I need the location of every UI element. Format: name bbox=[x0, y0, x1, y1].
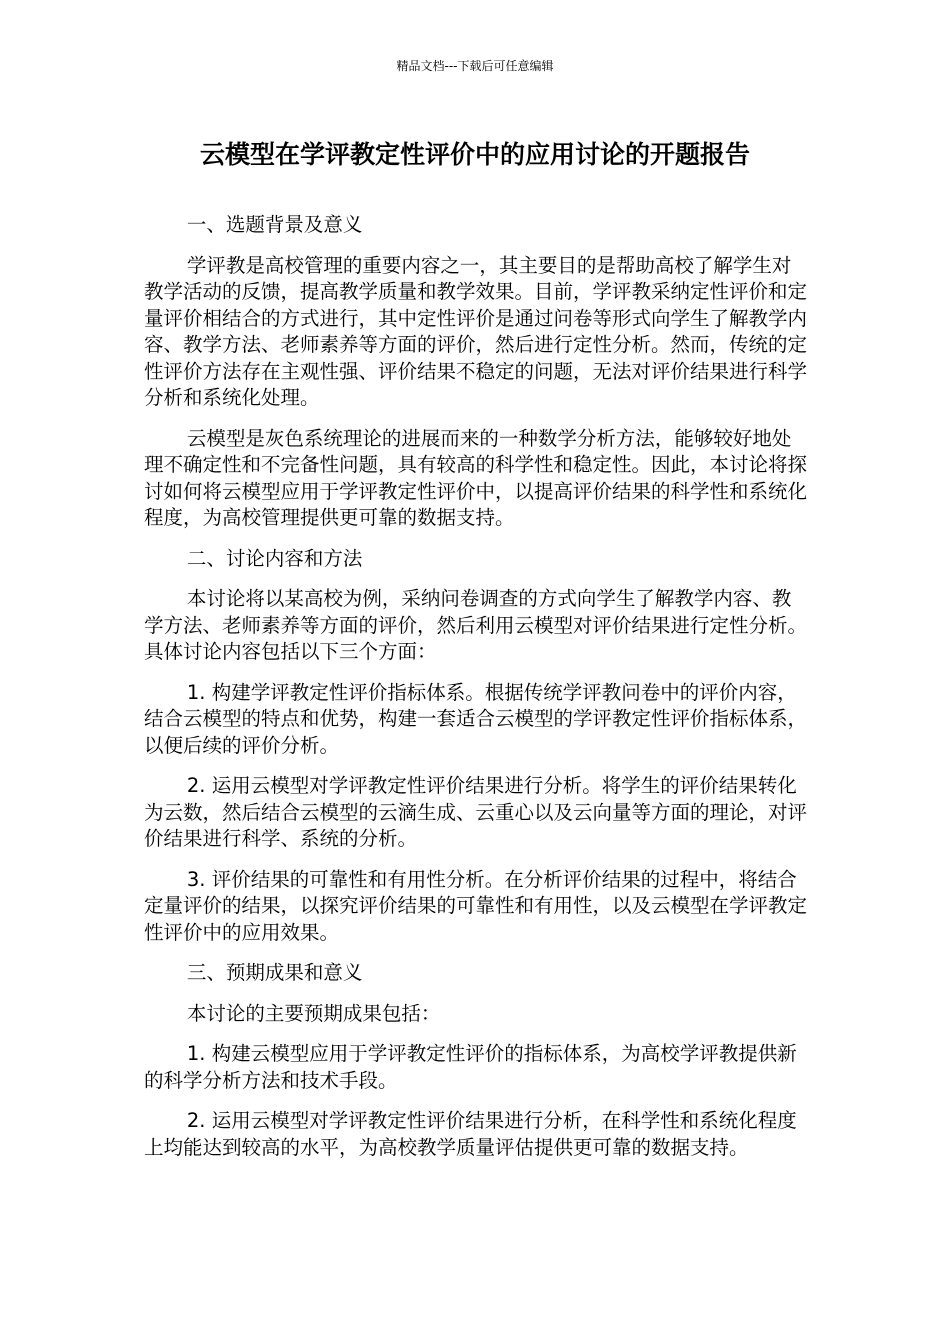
document-body bbox=[144, 212, 808, 1175]
paragraph-background-1: 学评教是高校管理的重要内容之一，其主要目的是帮助高校了解学生对教学活动的反馈，提高教学质量和教学效果。目前，学评教采纳定性评价和定量评价相结合的方式进行，其中定性评价是通过问卷等形式向学生了解教学内容、教学方法、老师素养等方面的评价，然后进行定性分析。然而，传统的定性评价方法存在主观性强、评价结果不稳定的问题，无法对评价结果进行科学分析和系统化处理。 bbox=[144, 253, 808, 409]
paragraph-background-2: 云模型是灰色系统理论的进展而来的一种数学分析方法，能够较好地处理不确定性和不完备性问题，具有较高的科学性和稳定性。因此，本讨论将探讨如何将云模型应用于学评教定性评价中，以提高评价结果的科学性和系统化程度，为高校管理提供更可靠的数据支持。 bbox=[144, 426, 808, 529]
document-title: 云模型在学评教定性评价中的应用讨论的开题报告 bbox=[199, 140, 750, 169]
paragraph-content-intro: 本讨论将以某高校为例，采纳问卷调查的方式向学生了解教学内容、教学方法、老师素养等方面的评价，然后利用云模型对评价结果进行定性分析。具体讨论内容包括以下三个方面： bbox=[144, 587, 808, 663]
list-item-content-3: 3. 评价结果的可靠性和有用性分析。在分析评价结果的过程中，将结合定量评价的结果，以探究评价结果的可靠性和有用性，以及云模型在学评教定性评价中的应用效果。 bbox=[144, 867, 808, 944]
list-item-results-1: 1. 构建云模型应用于学评教定性评价的指标体系，为高校学评教提供新的科学分析方法和技术手段。 bbox=[144, 1042, 797, 1092]
paragraph-results-intro: 本讨论的主要预期成果包括： bbox=[186, 1001, 441, 1025]
section-heading-expected-results: 三、预期成果和意义 bbox=[186, 961, 363, 984]
page-header: 精品文档---下载后可任意编辑 bbox=[396, 59, 554, 73]
list-item-content-1: 1. 构建学评教定性评价指标体系。根据传统学评教问卷中的评价内容，结合云模型的特点和优势，构建一套适合云模型的学评教定性评价指标体系，以便后续的评价分析。 bbox=[144, 680, 808, 757]
list-item-content-2: 2. 运用云模型对学评教定性评价结果进行分析。将学生的评价结果转化为云数，然后结合云模型的云滴生成、云重心以及云向量等方面的理论，对评价结果进行科学、系统的分析。 bbox=[144, 774, 808, 850]
list-item-results-2: 2. 运用云模型对学评教定性评价结果进行分析，在科学性和系统化程度上均能达到较高的水平，为高校教学质量评估提供更可靠的数据支持。 bbox=[144, 1109, 797, 1159]
section-heading-content-methods: 二、讨论内容和方法 bbox=[186, 546, 363, 570]
section-heading-background: 一、选题背景及意义 bbox=[186, 213, 363, 236]
